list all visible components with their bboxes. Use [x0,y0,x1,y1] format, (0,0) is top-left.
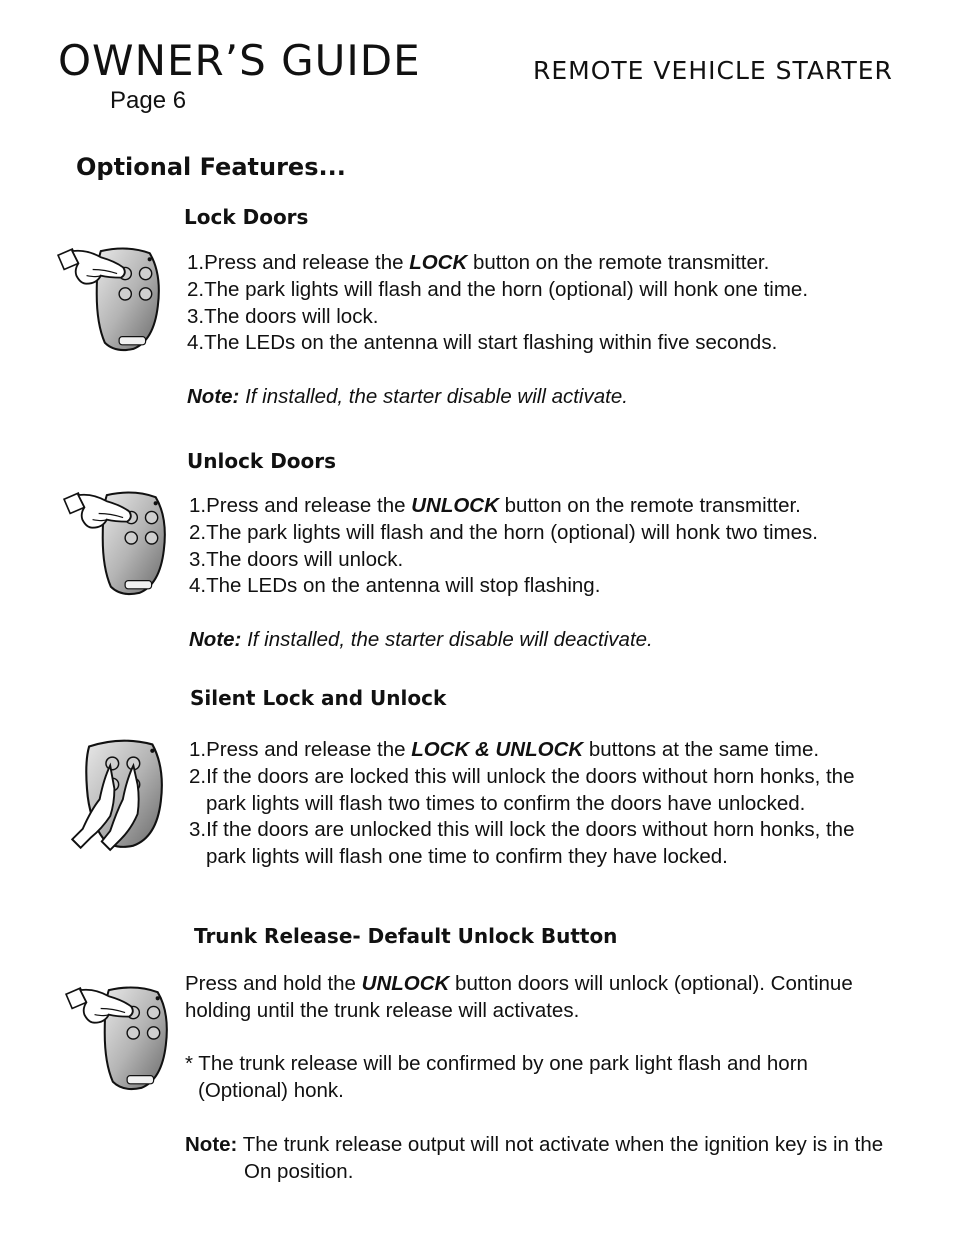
silent-lock-heading: Silent Lock and Unlock [190,686,447,710]
lock-note: Note: If installed, the starter disable will activate. [187,384,628,408]
lock-doors-heading: Lock Doors [184,205,309,229]
lock-unlock-keyword: LOCK & UNLOCK [411,738,584,761]
lock-step-4: 4.The LEDs on the antenna will start flashing within five seconds. [187,331,778,355]
guide-title: OWNER’S GUIDE [58,36,421,85]
remote-lock-press-icon [56,243,168,355]
unlock-doors-heading: Unlock Doors [187,449,337,473]
unlock-step-4: 4.The LEDs on the antenna will stop flashing. [189,574,601,598]
trunk-line-1: Press and hold the UNLOCK button doors will unlock (optional). Continue [185,972,853,995]
silent-step-3-line-2: park lights will flash one time to confirm they have locked. [206,845,728,869]
trunk-line-2: holding until the trunk release will activates. [185,998,580,1022]
trunk-unlock-keyword: UNLOCK [361,972,450,995]
lock-step-1: 1.Press and release the LOCK button on the remote transmitter. [187,251,770,274]
silent-step-2-line-1: 2.If the doors are locked this will unlock the doors without horn honks, the [189,764,855,788]
trunk-note-line-1: Note: The trunk release output will not activate when the ignition key is in the [185,1132,884,1156]
silent-step-2-line-2: park lights will flash two times to confirm the doors have unlocked. [206,791,806,815]
unlock-step-2: 2.The park lights will flash and the horn (optional) will honk two times. [189,520,818,544]
remote-dual-press-icon [68,736,184,852]
lock-doors-steps [187,250,808,411]
lock-step-2: 2.The park lights will flash and the horn (optional) will honk one time. [187,277,809,301]
trunk-confirm-line-1: * The trunk release will be confirmed by one park light flash and horn [185,1052,808,1076]
unlock-keyword: UNLOCK [411,494,499,517]
trunk-confirm-line-2: (Optional) honk. [198,1079,344,1103]
lock-keyword: LOCK [409,251,468,274]
page-number: Page 6 [110,87,187,114]
section-heading: Optional Features... [76,153,346,181]
trunk-release-heading: Trunk Release- Default Unlock Button [194,924,618,948]
lock-step-3: 3.The doors will lock. [187,304,379,328]
silent-steps [189,737,854,871]
unlock-step-3: 3.The doors will unlock. [189,547,404,571]
trunk-note-line-2: On position. [244,1159,354,1183]
trunk-release-text [185,971,883,1185]
silent-step-3-line-1: 3.If the doors are unlocked this will lock the doors without horn honks, the [189,818,855,842]
remote-unlock-press-icon [62,487,174,599]
document-subtitle: REMOTE VEHICLE STARTER [533,56,893,85]
unlock-step-1: 1.Press and release the UNLOCK button on the remote transmitter. [189,494,801,517]
remote-trunk-press-icon [64,982,176,1094]
silent-step-1: 1.Press and release the LOCK & UNLOCK buttons at the same time. [189,738,820,761]
unlock-note: Note: If installed, the starter disable will deactivate. [189,627,653,651]
unlock-doors-steps [189,493,818,654]
